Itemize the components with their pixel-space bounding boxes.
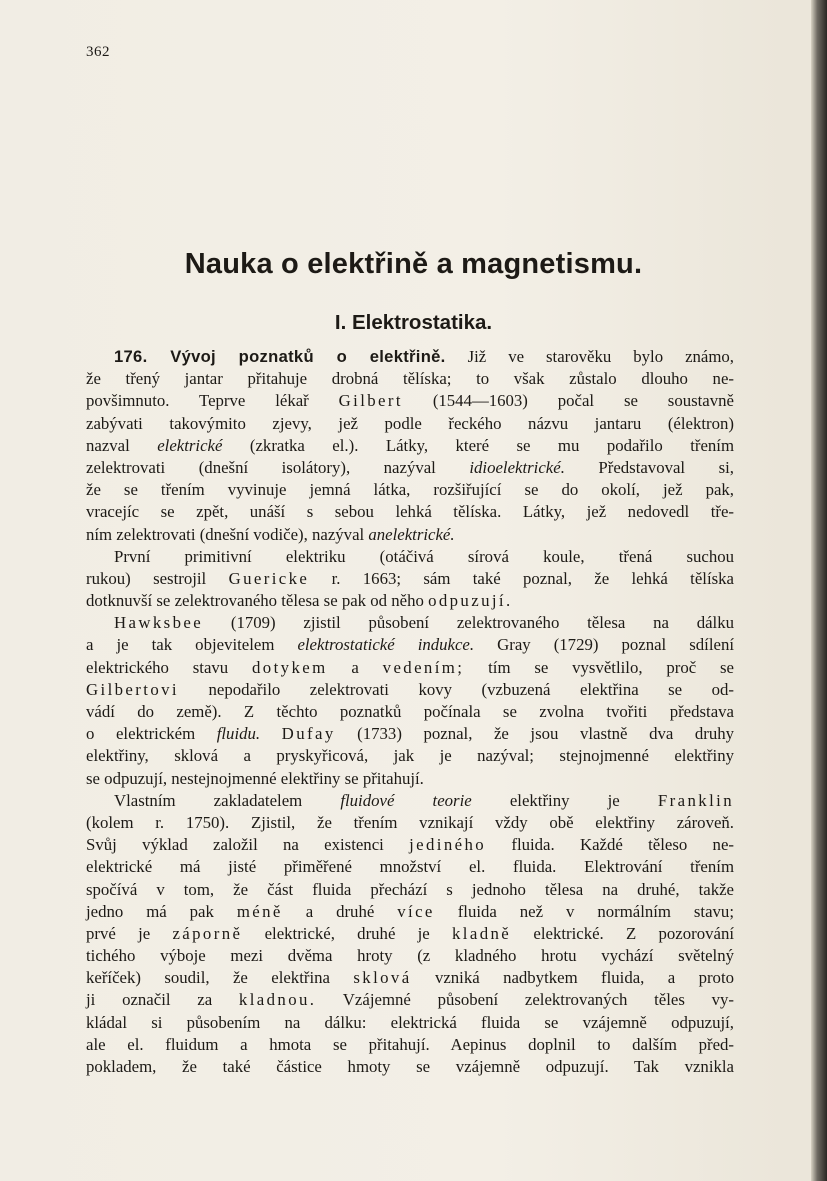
text-run: nepodařilo zelektrovati kovy (vzbuzená elektřina se od- <box>178 679 734 699</box>
text-run: tím se vysvětlilo, proč se <box>464 657 734 677</box>
italic-term: elektrostatické indukce. <box>297 635 475 655</box>
text-run: (kolem r. 1750). Zjistil, že třením vznikají vždy obě elektřiny zároveň. <box>86 812 734 832</box>
italic-term: elektrické <box>157 435 223 455</box>
spaced-name: Gilbertovi <box>86 679 179 699</box>
text-run: První primitivní elektriku (otáčivá sírová koule, třená suchou <box>114 546 734 566</box>
text-run: Již ve starověku bylo známo, <box>445 347 734 366</box>
text-run: elektřiny je <box>471 790 658 810</box>
text-run: ale el. fluidum a hmota se přitahují. Aepinus doplnil to dalším před- <box>86 1034 734 1054</box>
text-run: spočívá v tom, že část fluida přechází s jednoho tělesa na druhé, takže <box>86 879 734 899</box>
text-line <box>86 390 734 412</box>
spaced-name: vedením; <box>382 657 465 677</box>
text-line <box>86 745 734 767</box>
text-run: elektrické má jisté přiměřené množství el. fluida. Elektrování třením <box>86 857 734 877</box>
body-text <box>86 346 734 1078</box>
paragraph-heading: 176. Vývoj poznatků o elektřině. <box>114 347 446 366</box>
italic-term: anelektrické. <box>368 524 455 544</box>
text-line <box>86 967 734 989</box>
text-run: ji označil za <box>86 990 239 1010</box>
spaced-name: méně <box>236 901 283 921</box>
text-line <box>86 590 734 612</box>
text-run: jedno má pak <box>86 901 237 921</box>
text-run: elektřiny, sklová a pryskyřicová, jak je nazýval; stejnojmenné elektřiny <box>86 746 734 766</box>
spaced-name: Hawksbee <box>114 613 204 633</box>
text-run: dotknuvší se zelektrovaného tělesa se pak od něho <box>86 591 429 611</box>
text-line <box>86 546 734 568</box>
text-line <box>86 945 734 967</box>
text-run: zabývati takovýmito zjevy, jež podle řeckého názvu jantaru (élektron) <box>86 413 734 433</box>
text-line <box>86 989 734 1011</box>
text-run: fluida. Každé těleso ne- <box>486 835 734 855</box>
text-line <box>86 657 734 679</box>
text-run: elektrické, druhé je <box>242 923 453 943</box>
section-title: I. Elektrostatika. <box>334 311 493 334</box>
text-line <box>86 413 734 435</box>
text-line <box>86 346 734 368</box>
page-edge-shadow <box>811 0 827 1181</box>
text-line <box>86 768 734 790</box>
text-run <box>260 724 282 743</box>
text-run: (1709) zjistil působení zelektrovaného tělesa na dálku <box>203 613 734 633</box>
spaced-name: kladně <box>452 923 512 943</box>
text-line <box>86 790 734 812</box>
text-line <box>86 856 734 878</box>
text-run: fluida než v normálním stavu; <box>434 901 734 921</box>
text-run: tichého výboje mezi dvěma hroty (z kladného hrotu vychází světelný <box>86 946 734 966</box>
text-run: elektrického stavu <box>86 657 253 677</box>
text-line <box>86 679 734 701</box>
spaced-name: sklová <box>353 968 412 988</box>
text-line <box>86 612 734 634</box>
text-run: a druhé <box>282 901 398 921</box>
text-line <box>86 1056 734 1078</box>
spaced-name: Dufay <box>281 724 336 744</box>
text-run: (1733) poznal, že jsou vlastně dva druhy <box>335 724 735 744</box>
text-line <box>86 524 734 546</box>
text-run: se odpuzují, nestejnojmenné elektřiny se přitahují. <box>86 768 424 788</box>
italic-term: fluidové teorie <box>340 790 472 810</box>
text-line <box>86 368 734 390</box>
text-line <box>86 634 734 656</box>
text-run: že se třením vyvinuje jemná látka, rozšiřující se do okolí, jež pak, <box>86 480 734 500</box>
text-run: a <box>327 657 383 677</box>
page-number: 362 <box>86 44 110 60</box>
text-line <box>86 901 734 923</box>
spaced-name: kladnou. <box>238 990 317 1010</box>
text-run: Vlastním zakladatelem <box>114 790 341 810</box>
spaced-name: odpuzují. <box>428 591 513 611</box>
italic-term: fluidu. <box>216 724 261 744</box>
text-line <box>86 1012 734 1034</box>
text-run: povšimnuto. Teprve lékař <box>86 391 339 411</box>
text-run: vádí do země). Z těchto poznatků počínala se zvolna tvořiti představa <box>86 702 734 721</box>
text-line <box>86 479 734 501</box>
text-run: ním zelektrovati (dnešní vodiče), nazýval <box>86 524 369 544</box>
text-line <box>86 1034 734 1056</box>
text-run: keříček) soudil, že elektřina <box>86 968 354 988</box>
spaced-name: Guericke <box>228 568 310 588</box>
text-line <box>86 568 734 590</box>
text-line <box>86 701 734 723</box>
text-run: kládal si působením na dálku: elektrická fluida se vzájemně odpuzují, <box>86 1012 734 1032</box>
spaced-name: dotykem <box>252 657 328 677</box>
text-line <box>86 723 734 745</box>
text-run: prvé je <box>86 923 173 943</box>
text-run: a je tak objevitelem <box>86 635 298 655</box>
text-run: rukou) sestrojil <box>86 568 229 588</box>
text-line <box>86 457 734 479</box>
text-line <box>86 923 734 945</box>
italic-term: idioelektrické. <box>469 457 565 477</box>
text-line <box>86 501 734 523</box>
text-run: vracejíc se zpět, unáší s sebou lehká tělíska. Látky, jež nedovedl tře- <box>86 502 734 522</box>
text-run: nazval <box>86 435 158 455</box>
text-run: (zkratka el.). Látky, které se mu podařilo třením <box>222 435 734 455</box>
text-run: Gray (1729) poznal sdílení <box>474 635 734 655</box>
text-run: pokladem, že také částice hmoty se vzájemně odpuzují. Tak vznikla <box>86 1057 734 1076</box>
text-line <box>86 812 734 834</box>
text-run: Svůj výklad založil na existenci <box>86 835 410 855</box>
text-run: o elektrickém <box>86 724 217 744</box>
spaced-name: Gilbert <box>338 391 403 411</box>
text-line <box>86 834 734 856</box>
spaced-name: záporně <box>172 923 243 943</box>
page-title: Nauka o elektřině a magnetismu. <box>184 248 643 280</box>
text-run: r. 1663; sám také poznal, že lehká tělíska <box>309 568 734 588</box>
text-run: elektrické. Z pozorování <box>511 923 734 943</box>
text-line <box>86 879 734 901</box>
text-line <box>86 435 734 457</box>
spaced-name: více <box>397 901 435 921</box>
text-run: že třený jantar přitahuje drobná tělíska; to však zůstalo dlouho ne- <box>86 369 734 389</box>
text-run: zelektrovati (dnešní isolátory), nazýval <box>86 457 470 477</box>
text-run: Představoval si, <box>564 457 734 477</box>
text-run: vzniká nadbytkem fluida, a proto <box>411 968 734 988</box>
text-run: (1544—1603) počal se soustavně <box>402 391 734 411</box>
spaced-name: Franklin <box>657 790 734 810</box>
text-run: Vzájemné působení zelektrovaných těles vy- <box>316 990 735 1010</box>
spaced-name: jediného <box>409 835 487 855</box>
